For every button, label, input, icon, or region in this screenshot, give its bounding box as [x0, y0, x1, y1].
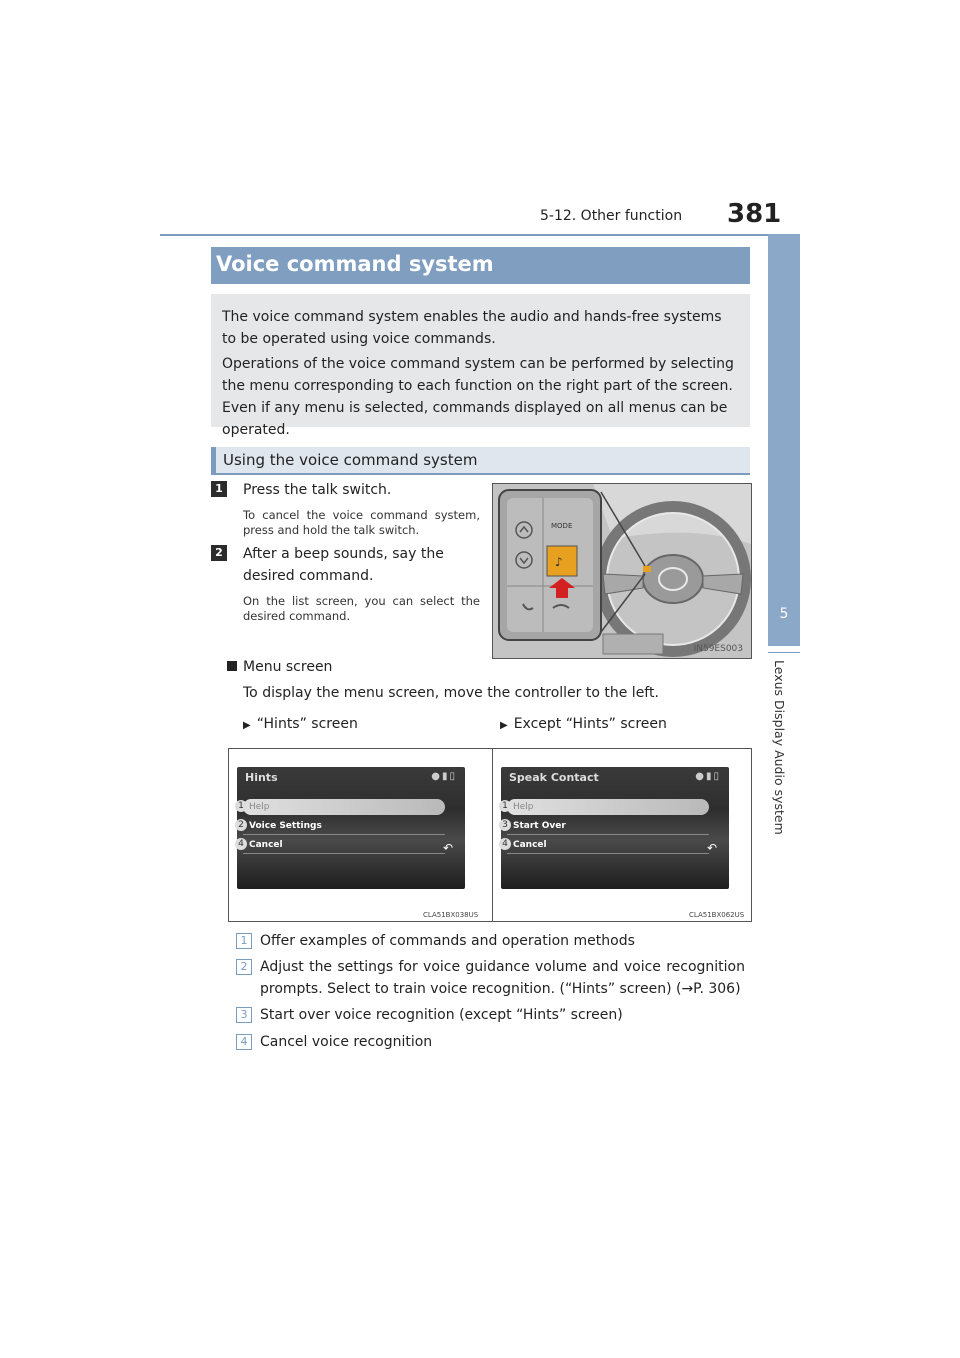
- back-arrow-icon[interactable]: ↶: [442, 841, 453, 855]
- illustration-code: IN59ES003: [693, 644, 743, 654]
- page-title: Voice command system: [216, 252, 494, 276]
- intro-paragraph-2: Operations of the voice command system can be performed by selecting the menu corresponding to each function on the right part of the screen. Even if any menu is selected, commands displayed on all menus can be operated.: [222, 356, 734, 438]
- menu-row-cancel[interactable]: Cancel: [507, 837, 709, 854]
- intro-paragraph-1: The voice command system enables the audio and hands-free systems to be operated using voice commands.: [222, 309, 722, 347]
- mode-button-label: MODE: [551, 522, 573, 530]
- menu-screen-description: To display the menu screen, move the controller to the left.: [243, 685, 659, 701]
- legend-text: Offer examples of commands and operation methods: [260, 933, 635, 949]
- legend-number: 2: [236, 959, 252, 975]
- menu-row-help[interactable]: Help: [243, 799, 445, 815]
- menu-screen-heading: [227, 659, 332, 675]
- status-icons: ●▮▯: [695, 771, 721, 782]
- subheader-title: Using the voice command system: [223, 451, 478, 469]
- legend-text: Adjust the settings for voice guidance volume and voice recognition prompts. Select to train voice recognition. (“Hints” screen) (→P. 306): [260, 959, 745, 997]
- intro-box: [211, 294, 750, 438]
- callout-number: 2: [235, 819, 247, 831]
- screen-code: CLA51BX062US: [689, 911, 745, 919]
- steering-wheel-drawing: [493, 484, 751, 658]
- menu-screen-heading-text: Menu screen: [243, 659, 333, 675]
- callout-number: 1: [235, 800, 247, 812]
- callout-number: 4: [499, 838, 511, 850]
- chapter-title-text: Lexus Display Audio system: [772, 660, 787, 835]
- page-number: 381: [727, 199, 782, 229]
- back-arrow-icon[interactable]: ↶: [706, 841, 717, 855]
- menu-row-voice-settings[interactable]: Voice Settings: [243, 818, 445, 835]
- callout-number: 4: [235, 838, 247, 850]
- chapter-tab: [768, 234, 800, 646]
- step-note: To cancel the voice command system, press and hold the talk switch.: [243, 508, 480, 537]
- caption-hints-screen: [243, 716, 358, 732]
- svg-text:♪: ♪: [555, 555, 563, 569]
- subheader-marker: [211, 447, 216, 475]
- step-instruction: After a beep sounds, say the desired command.: [243, 546, 444, 584]
- legend-text: Cancel voice recognition: [260, 1034, 433, 1050]
- chapter-tab-rule: [768, 652, 800, 653]
- screen-title: Speak Contact: [509, 771, 599, 784]
- section-header: 5-12. Other function: [540, 208, 683, 224]
- chapter-number: 5: [779, 606, 789, 622]
- legend-text: Start over voice recognition (except “Hints” screen): [260, 1007, 623, 1023]
- step-number: 2: [211, 545, 227, 561]
- screen-code: CLA51BX038US: [423, 911, 479, 919]
- screens-frame: [228, 748, 752, 922]
- legend-number: 3: [236, 1007, 252, 1023]
- callout-number: 1: [499, 800, 511, 812]
- step-number: 1: [211, 481, 227, 497]
- menu-row-cancel[interactable]: Cancel: [243, 837, 445, 854]
- caption-except-hints-screen: [500, 716, 667, 732]
- speak-contact-screen: [501, 767, 729, 889]
- caption-hints-text: “Hints” screen: [256, 716, 358, 732]
- square-bullet-icon: [227, 661, 237, 671]
- hints-screen: [237, 767, 465, 889]
- step-instruction: Press the talk switch.: [243, 482, 392, 498]
- callout-number: 3: [499, 819, 511, 831]
- header-rule: [160, 234, 800, 236]
- step-note: On the list screen, you can select the desired command.: [243, 594, 480, 623]
- menu-row-help[interactable]: Help: [507, 799, 709, 815]
- legend-number: 4: [236, 1034, 252, 1050]
- screen-title: Hints: [245, 771, 278, 784]
- steering-wheel-illustration: [492, 483, 752, 659]
- menu-row-start-over[interactable]: Start Over: [507, 818, 709, 835]
- triangle-bullet-icon: ▶: [500, 720, 508, 731]
- legend-number: 1: [236, 933, 252, 949]
- status-icons: ●▮▯: [431, 771, 457, 782]
- triangle-bullet-icon: ▶: [243, 720, 251, 731]
- chapter-title: [772, 660, 794, 860]
- caption-except-hints-text: Except “Hints” screen: [513, 716, 667, 732]
- frame-divider: [492, 749, 493, 921]
